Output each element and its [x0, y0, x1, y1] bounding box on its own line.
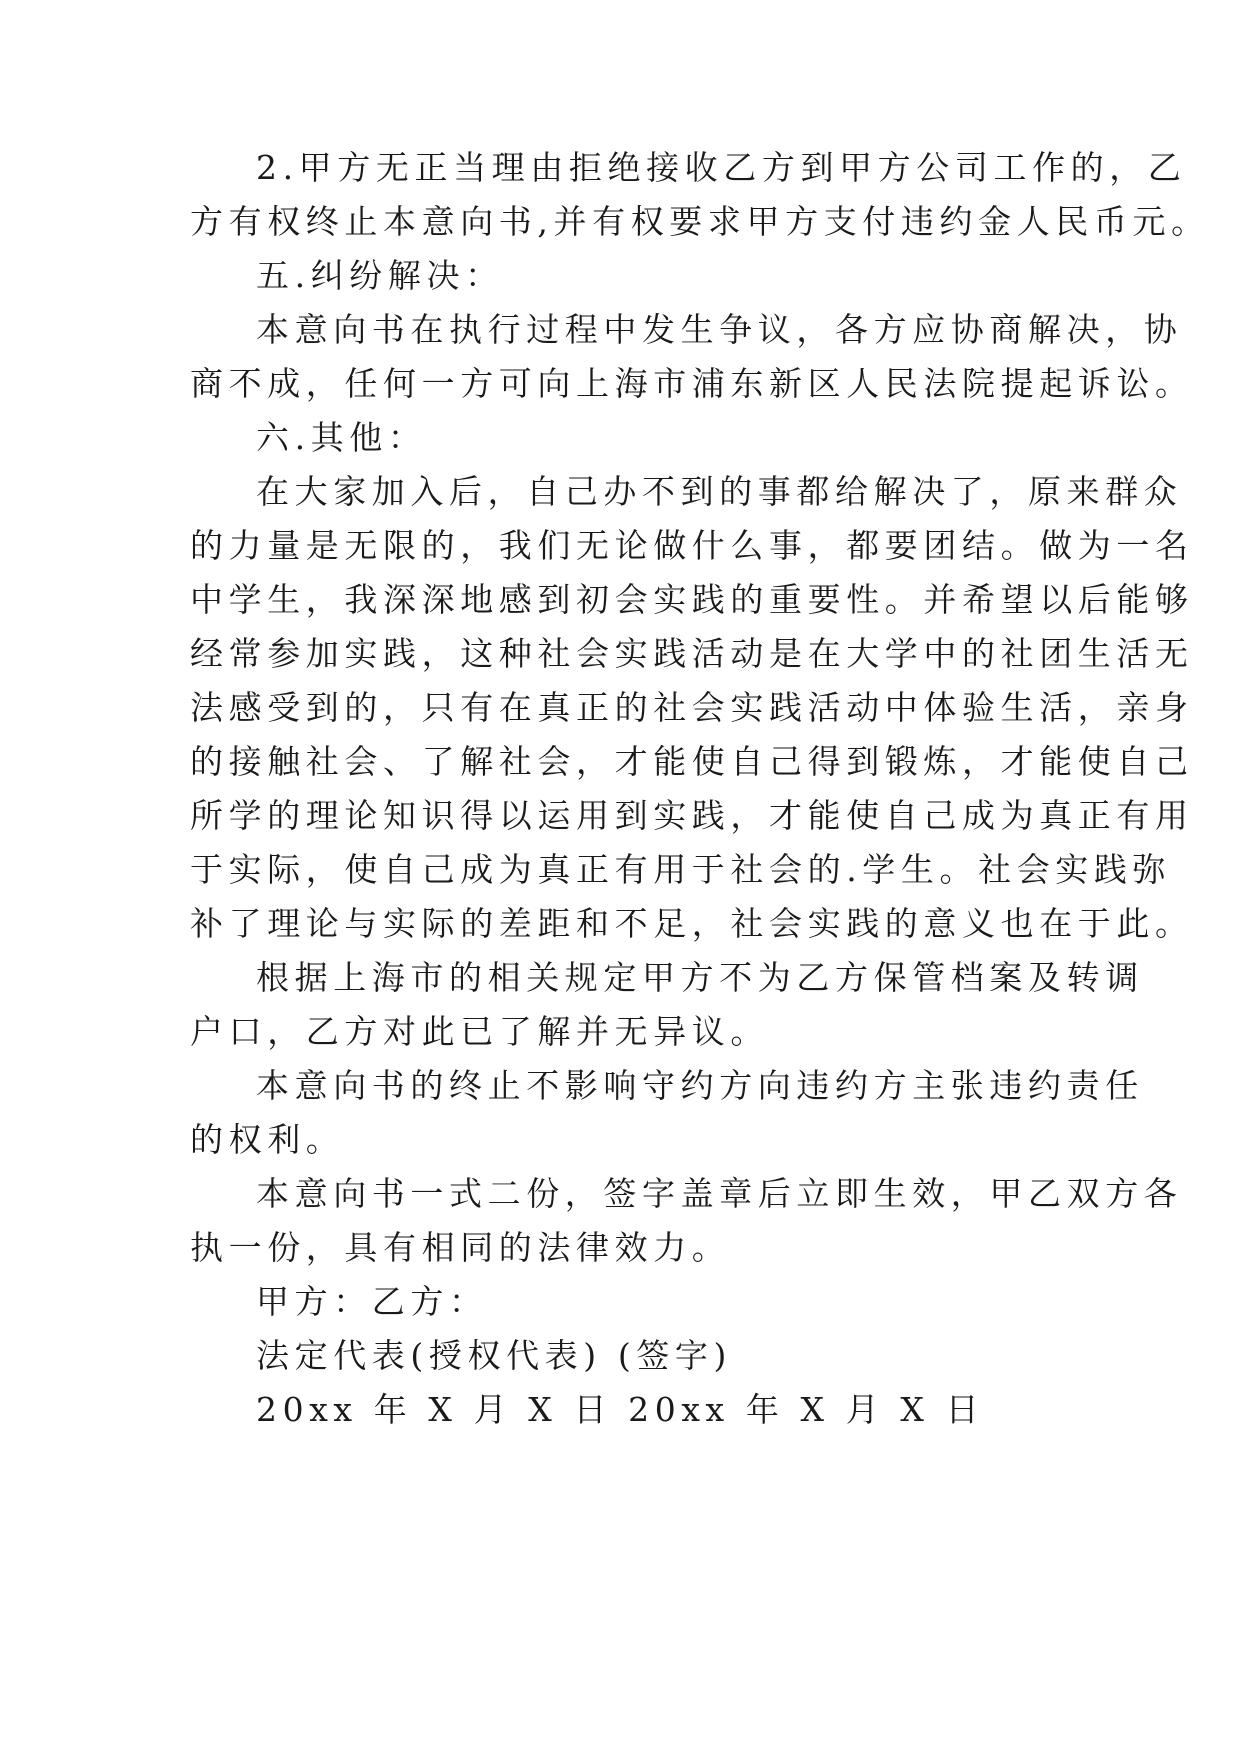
paragraph-line: 于实际，使自己成为真正有用于社会的.学生。社会实践弥 — [190, 850, 1172, 889]
signature-dates: 20xx 年 X 月 X 日 20xx 年 X 月 X 日 — [256, 1390, 985, 1429]
paragraph-line: 中学生，我深深地感到初会实践的重要性。并希望以后能够 — [190, 580, 1194, 619]
signature-parties: 甲方：乙方： — [256, 1282, 488, 1321]
section-heading: 五.纠纷解决： — [256, 256, 504, 295]
paragraph-line: 商不成，任何一方可向上海市浦东新区人民法院提起诉讼。 — [190, 364, 1194, 403]
paragraph-line: 2.甲方无正当理由拒绝接收乙方到甲方公司工作的，乙 — [256, 148, 1187, 187]
paragraph-line: 根据上海市的相关规定甲方不为乙方保管档案及转调 — [256, 958, 1144, 997]
paragraph-line: 经常参加实践，这种社会实践活动是在大学中的社团生活无 — [190, 634, 1194, 673]
paragraph-line: 法感受到的，只有在真正的社会实践活动中体验生活，亲身 — [190, 688, 1194, 727]
paragraph-line: 本意向书在执行过程中发生争议，各方应协商解决，协 — [256, 310, 1183, 349]
paragraph-line: 的力量是无限的，我们无论做什么事，都要团结。做为一名 — [190, 526, 1194, 565]
paragraph-line: 所学的理论知识得以运用到实践，才能使自己成为真正有用 — [190, 796, 1194, 835]
paragraph-line: 在大家加入后，自己办不到的事都给解决了，原来群众 — [256, 472, 1183, 511]
paragraph-line: 的权利。 — [190, 1120, 345, 1159]
paragraph-line: 方有权终止本意向书,并有权要求甲方支付违约金人民币元。 — [190, 202, 1210, 241]
paragraph-line: 本意向书的终止不影响守约方向违约方主张违约责任 — [256, 1066, 1144, 1105]
paragraph-line: 执一份，具有相同的法律效力。 — [190, 1228, 731, 1267]
paragraph-line: 补了理论与实际的差距和不足，社会实践的意义也在于此。 — [190, 904, 1194, 943]
paragraph-line: 的接触社会、了解社会，才能使自己得到锻炼，才能使自己 — [190, 742, 1194, 781]
paragraph-line: 本意向书一式二份，签字盖章后立即生效，甲乙双方各 — [256, 1174, 1183, 1213]
paragraph-line: 户口，乙方对此已了解并无异议。 — [190, 1012, 769, 1051]
section-heading: 六.其他： — [256, 418, 427, 457]
signature-representative: 法定代表(授权代表) (签字) — [256, 1336, 732, 1375]
